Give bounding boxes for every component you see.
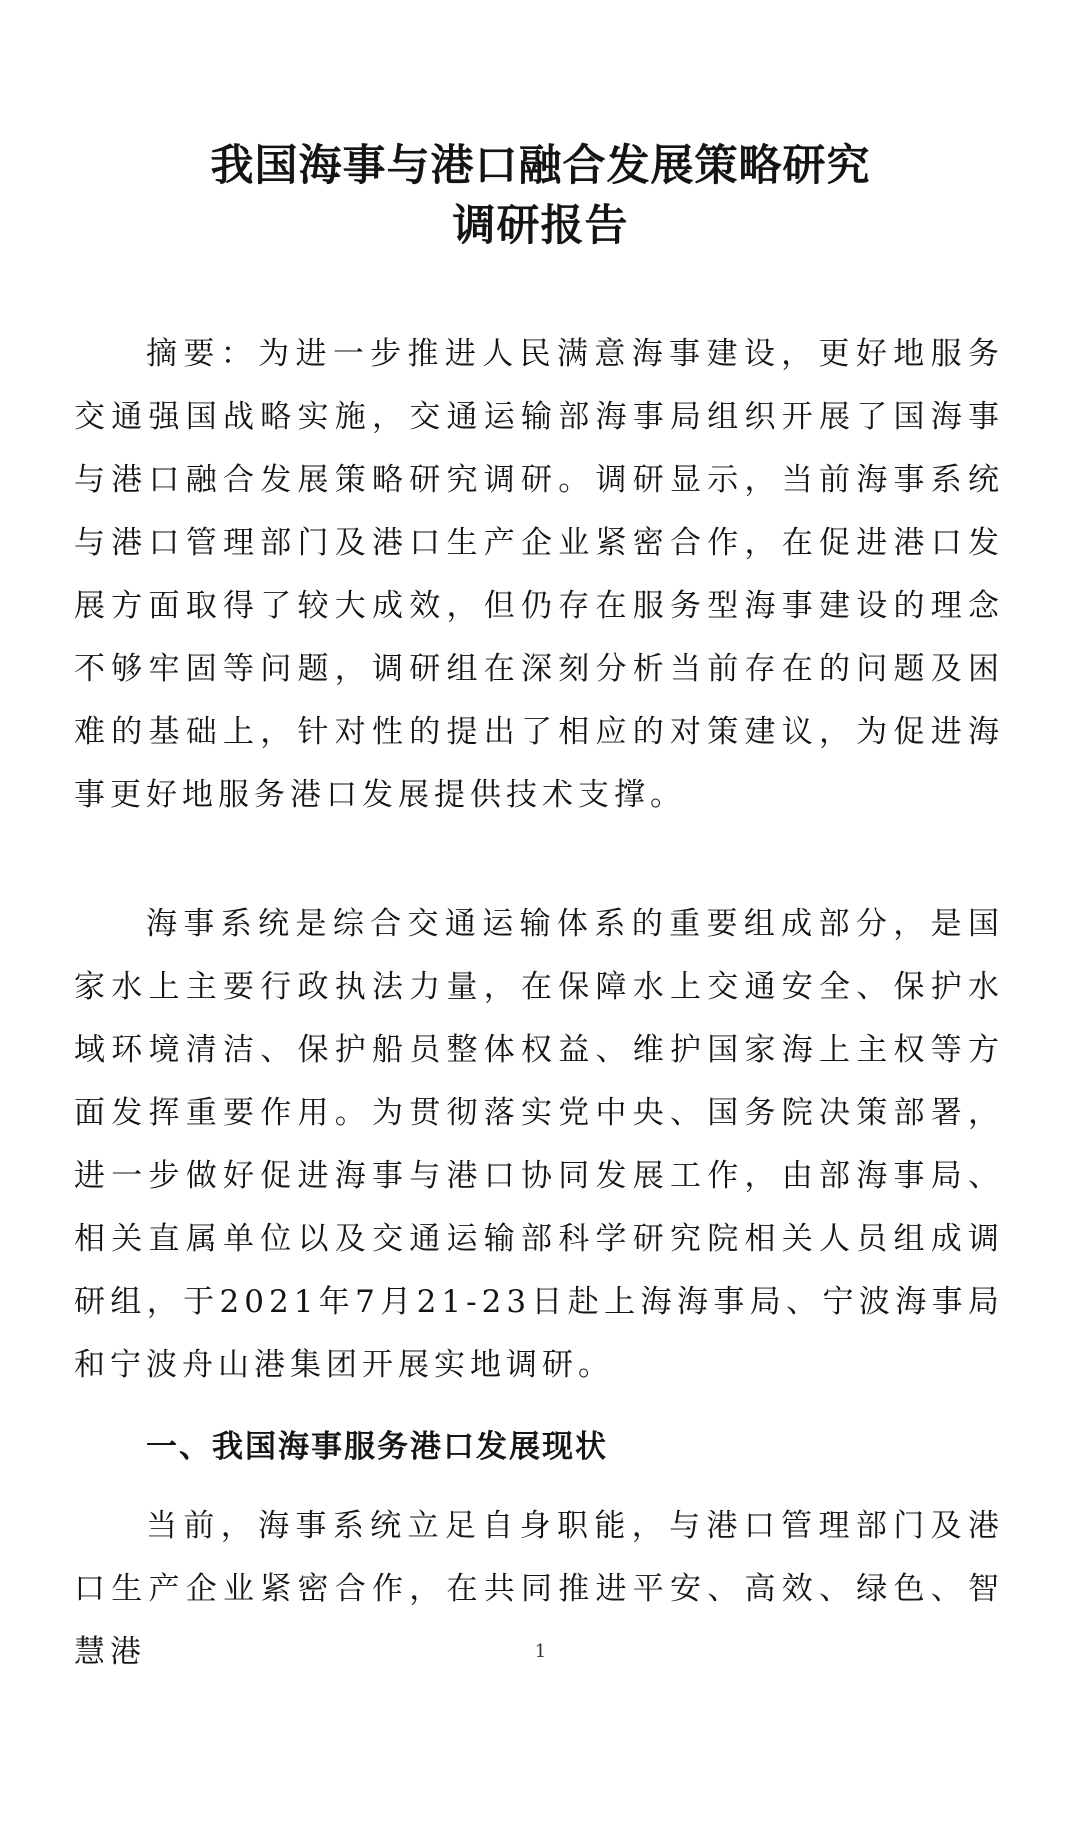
intro-paragraph: 海事系统是综合交通运输体系的重要组成部分，是国家水上主要行政执法力量，在保障水上交通安全、保护水域环境清洁、保护船员整体权益、维护国家海上主权等方面发挥重要作用。为贯彻落实党中央、国务院决策部署，进一步做好促进海事与港口协同发展工作，由部海事局、相关直属单位以及交通运输部科学研究院相关人员组成调研组，于2021年7月21-23日赴上海海事局、宁波海事局和宁波舟山港集团开展实地调研。 <box>74 906 1004 1383</box>
section-1-paragraph: 当前，海事系统立足自身职能，与港口管理部门及港口生产企业紧密合作，在共同推进平安、高效、绿色、智慧港 <box>74 1508 1004 1670</box>
document-title <box>0 136 1081 256</box>
page-number: 1 <box>534 1641 547 1662</box>
section-heading-1: 一、我国海事服务港口发展现状 <box>146 1429 608 1465</box>
title-line-1: 我国海事与港口融合发展策略研究 <box>210 141 871 191</box>
title-line-2: 调研报告 <box>452 201 629 251</box>
abstract-paragraph: 摘要：为进一步推进人民满意海事建设，更好地服务交通强国战略实施，交通运输部海事局组织开展了国海事与港口融合发展策略研究调研。调研显示，当前海事系统与港口管理部门及港口生产企业紧密合作，在促进港口发展方面取得了较大成效，但仍存在服务型海事建设的理念不够牢固等问题，调研组在深刻分析当前存在的问题及困难的基础上，针对性的提出了相应的对策建议，为促进海事更好地服务港口发展提供技术支撑。 <box>74 336 1004 813</box>
